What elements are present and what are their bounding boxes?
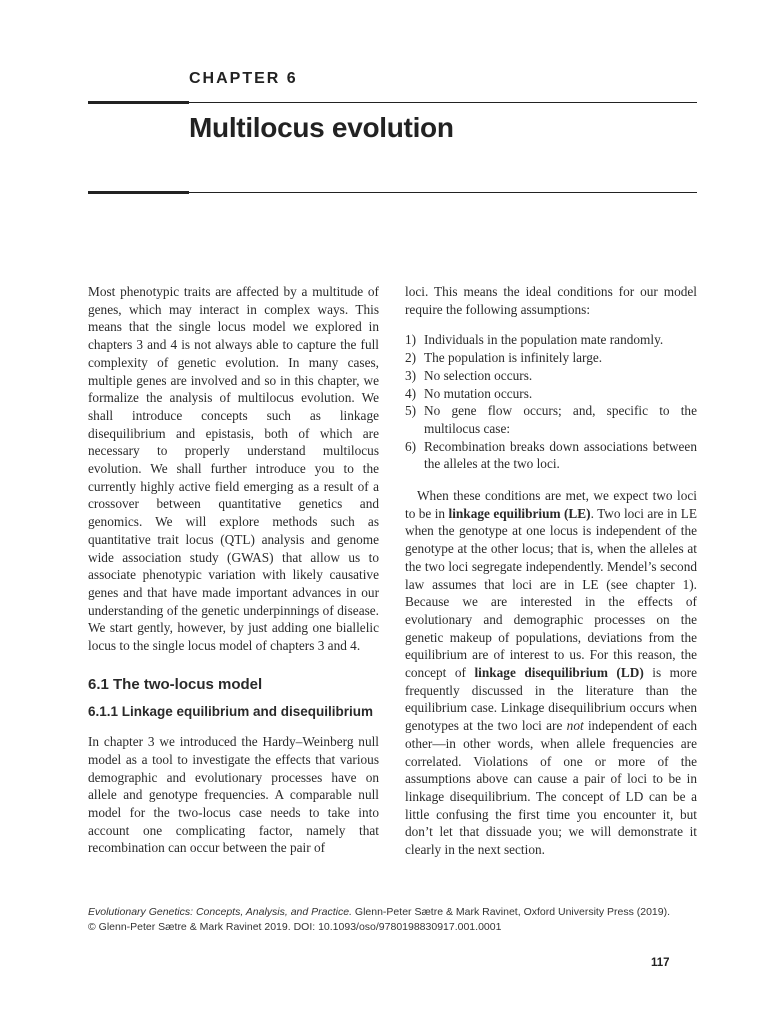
- page-number: 117: [651, 957, 670, 969]
- intro-paragraph: Most phenotypic traits are affected by a multitude of genes, which may interact in complex ways. This means that the single locus model we explored in chapters 3 and 4 is not always able to capture the full complexity of genetic evolution. In many cases, multiple genes are involved and so in this chapter, we formalize the analysis of multilocus evolution. We shall introduce concepts such as linkage disequilibrium and epistasis, both of which are necessary to properly understand multilocus evolution. We shall further introduce you to the currently highly active field emerging as a result of a crossover between quantitative genetics and genomics. We will explore methods such as quantitative trait locus (QTL) analysis and genome wide association study (GWAS) that allow us to associate phenotypic variation with likely causative genes and that have made important advances in our understanding of the genetic underpinnings of disease. We start gently, however, by just adding one biallelic locus to the single locus model of chapters 3 and 4.: [88, 284, 379, 654]
- linkage-text-4: independent of each other—in other words, when allele frequencies are correlated. Violations of one or more of the assumptions above can cause a pair of loci to be in linkage disequilibrium. The concept of LD can be a little confusing the first time you encounter it, but don’t let that dissuade you; we will demonstrate it clearly in the next section.: [405, 718, 697, 858]
- title-rule-thick: [88, 191, 189, 194]
- footer: [88, 905, 708, 935]
- section-heading: 6.1 The two-locus model: [88, 675, 263, 693]
- list-text: Recombination breaks down associations between the alleles at the two loci.: [424, 438, 697, 472]
- citation-line: [88, 905, 708, 920]
- title-rule-thin: [189, 192, 697, 193]
- chapter-title: Multilocus evolution: [189, 112, 454, 143]
- list-item: [405, 438, 697, 473]
- list-item: [405, 402, 697, 437]
- top-rule-thin: [189, 102, 697, 103]
- linkage-text-1: When these conditions are met, we expect two loci to be in: [405, 488, 697, 521]
- copyright-line: © Glenn-Peter Sætre & Mark Ravinet 2019. DOI: 10.1093/oso/9780198830917.001.0001: [88, 921, 502, 933]
- list-text: Individuals in the population mate randomly.: [424, 332, 664, 348]
- linkage-equilibrium-term: linkage equilibrium (LE): [448, 505, 591, 521]
- list-text: The population is infinitely large.: [424, 350, 603, 366]
- list-item: [405, 367, 697, 385]
- list-text: No selection occurs.: [424, 367, 533, 383]
- list-number: 4): [405, 385, 417, 401]
- left-column: [88, 283, 379, 857]
- subsection-heading: 6.1.1 Linkage equilibrium and disequilibrium: [88, 704, 374, 720]
- list-number: 5): [405, 403, 417, 419]
- top-rule-thick: [88, 101, 189, 104]
- list-text: No mutation occurs.: [424, 385, 533, 401]
- list-item: [405, 331, 697, 349]
- linkage-paragraph: [405, 487, 697, 859]
- right-column: [405, 283, 697, 859]
- book-title: Evolutionary Genetics: Concepts, Analysis, and Practice.: [88, 906, 352, 918]
- list-text: No gene flow occurs; and, specific to the multilocus case:: [424, 403, 697, 436]
- authors-publisher: Glenn-Peter Sætre & Mark Ravinet, Oxford University Press (2019).: [352, 906, 671, 918]
- continued-paragraph: loci. This means the ideal conditions for our model require the following assumptions:: [405, 284, 697, 317]
- emphasis-not: not: [566, 718, 584, 734]
- linkage-text-2: . Two loci are in LE when the genotype at one locus is independent of the genotype at the other locus; that is, when the alleles at the two loci segregate independently. Mendel’s second law assumes that loci are in LE (see chapter 1). Because we are interested in the effects of evolutionary and demographic processes on the genetic makeup of populations, deviations from the equilibrium are of interest to us. For this reason, the concept of: [405, 505, 697, 681]
- section-paragraph: In chapter 3 we introduced the Hardy–Weinberg null model as a tool to investigate the effects that various demographic and evolutionary processes have on allele and genotype frequencies. A comparable null model for the two-locus case needs to take into account one complicating factor, namely that recombination can occur between the pair of: [88, 734, 379, 856]
- linkage-text-3: is more frequently discussed in the literature than the equilibrium case. Linkage disequilibrium occurs when genotypes at the two loci are: [405, 665, 697, 734]
- list-item: [405, 385, 697, 403]
- list-number: 1): [405, 332, 417, 348]
- chapter-label: CHAPTER 6: [189, 70, 298, 87]
- list-item: [405, 349, 697, 367]
- linkage-disequilibrium-term: linkage disequilibrium (LD): [474, 665, 644, 681]
- assumptions-list: [405, 331, 697, 473]
- list-number: 6): [405, 438, 417, 454]
- list-number: 3): [405, 367, 417, 383]
- list-number: 2): [405, 350, 417, 366]
